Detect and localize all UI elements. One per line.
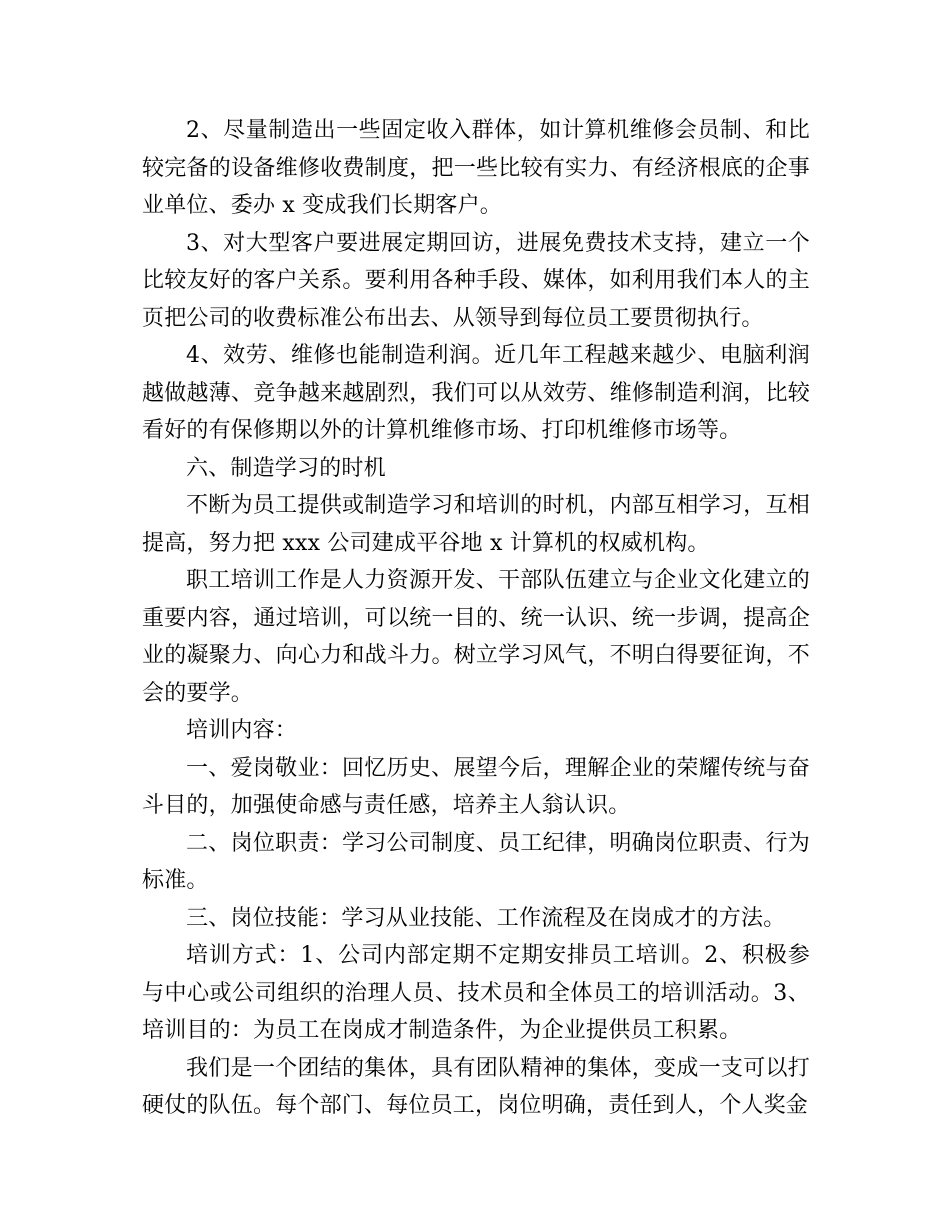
paragraph-training-content-label: 培训内容： bbox=[186, 718, 298, 743]
section-heading-learning: 六、制造学习的时机 bbox=[186, 455, 386, 481]
paragraph-service-profit: 4、效劳、维修也能制造利润。近几年工程越来越少、电脑利润越做越薄、竞争越来越剧烈，我们可以从效劳、维修制造利润，比较看好的有保修期以外的计算机维修市场、打印机维修市场等。 bbox=[142, 343, 810, 443]
paragraph-training-opportunities: 不断为员工提供或制造学习和培训的时机，内部互相学习，互相提高，努力把 xxx 公司建成平谷地 x 计算机的权威机构。 bbox=[142, 493, 810, 556]
paragraph-client-visits: 3、对大型客户要进展定期回访，进展免费技术支持，建立一个比较友好的客户关系。要利用各种手段、媒体，如利用我们本人的主页把公司的收费标准公布出去、从领导到每位员工要贯彻执行。 bbox=[142, 230, 810, 331]
paragraph-fixed-income-groups: 2、尽量制造出一些固定收入群体，如计算机维修会员制、和比较完备的设备维修收费制度，把一些比较有实力、有经济根底的企事业单位、委办 x 变成我们长期客户。 bbox=[142, 118, 810, 218]
paragraph-staff-training: 职工培训工作是人力资源开发、干部队伍建立与企业文化建立的重要内容，通过培训，可以统一目的、统一认识、统一步调，提高企业的凝聚力、向心力和战斗力。树立学习风气，不明白得要征询，不会的要学。 bbox=[142, 568, 810, 706]
paragraph-dedication: 一、爱岗敬业：回忆历史、展望今后，理解企业的荣耀传统与奋斗目的，加强使命感与责任感，培养主人翁认识。 bbox=[142, 755, 810, 818]
paragraph-job-skills: 三、岗位技能：学习从业技能、工作流程及在岗成才的方法。 bbox=[186, 905, 786, 931]
paragraph-team-spirit: 我们是一个团结的集体，具有团队精神的集体，变成一支可以打硬仗的队伍。每个部门、每位员工，岗位明确，责任到人，个人奖金 bbox=[142, 1055, 810, 1118]
paragraph-training-methods: 培训方式：1、公司内部定期不定期安排员工培训。2、积极参与中心或公司组织的治理人员、技术员和全体员工的培训活动。3、培训目的：为员工在岗成才制造条件，为企业提供员工积累。 bbox=[142, 943, 810, 1043]
document-body bbox=[142, 112, 810, 1125]
paragraph-job-duties: 二、岗位职责：学习公司制度、员工纪律，明确岗位职责、行为标准。 bbox=[142, 830, 810, 893]
